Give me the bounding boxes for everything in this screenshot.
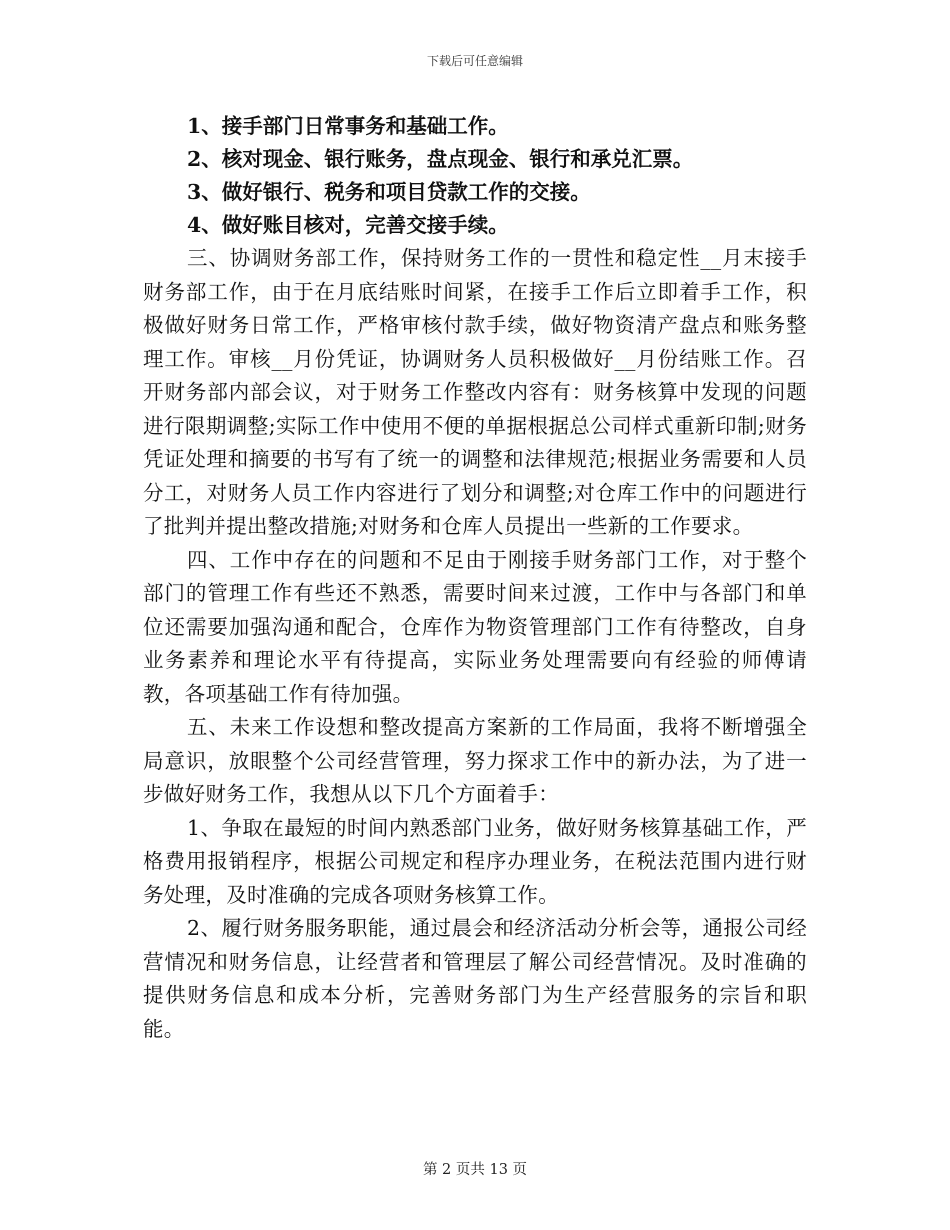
- paragraph-section-3: 三、协调财务部工作，保持财务工作的一贯性和稳定性__月末接手财务部工作，由于在月底结账时间紧，在接手工作后立即着手工作，积极做好财务日常工作，严格审核付款手续，做好物资清产盘点和账务整理工作。审核__月份凭证，协调财务人员积极做好__月份结账工作。召开财务部内部会议，对于财务工作整改内容有：财务核算中发现的问题进行限期调整;实际工作中使用不便的单据根据总公司样式重新印制;财务凭证处理和摘要的书写有了统一的调整和法律规范;根据业务需要和人员分工，对财务人员工作内容进行了划分和调整;对仓库工作中的问题进行了批判并提出整改措施;对财务和仓库人员提出一些新的工作要求。: [143, 246, 807, 538]
- page-number: 第 2 页共 13 页: [422, 1162, 528, 1178]
- page-header: 下载后可任意编辑: [426, 54, 523, 68]
- paragraph-plan-item-2: 2、履行财务服务职能，通过晨会和经济活动分析会等，通报公司经营情况和财务信息，让经营者和管理层了解公司经营情况。及时准确的提供财务信息和成本分析，完善财务部门为生产经营服务的宗旨和职能。: [143, 916, 807, 1041]
- bold-item-4: 4、做好账目核对，完善交接手续。: [187, 213, 509, 237]
- paragraph-section-5: 五、未来工作设想和整改提高方案新的工作局面，我将不断增强全局意识，放眼整个公司经营管理，努力探求工作中的新办法，为了进一步做好财务工作，我想从以下几个方面着手：: [143, 715, 807, 806]
- document-body: [143, 110, 807, 1046]
- bold-item-3: 3、做好银行、税务和项目贷款工作的交接。: [187, 180, 591, 204]
- bold-item-2: 2、核对现金、银行账务，盘点现金、银行和承兑汇票。: [187, 147, 694, 171]
- paragraph-section-4: 四、工作中存在的问题和不足由于刚接手财务部门工作，对于整个部门的管理工作有些还不熟悉，需要时间来过渡，工作中与各部门和单位还需要加强沟通和配合，仓库作为物资管理部门工作有待整改，自身业务素养和理论水平有待提高，实际业务处理需要向有经验的师傅请教，各项基础工作有待加强。: [143, 547, 807, 706]
- bold-item-1: 1、接手部门日常事务和基础工作。: [187, 114, 509, 138]
- paragraph-plan-item-1: 1、争取在最短的时间内熟悉部门业务，做好财务核算基础工作，严格费用报销程序，根据公司规定和程序办理业务，在税法范围内进行财务处理，及时准确的完成各项财务核算工作。: [143, 815, 807, 907]
